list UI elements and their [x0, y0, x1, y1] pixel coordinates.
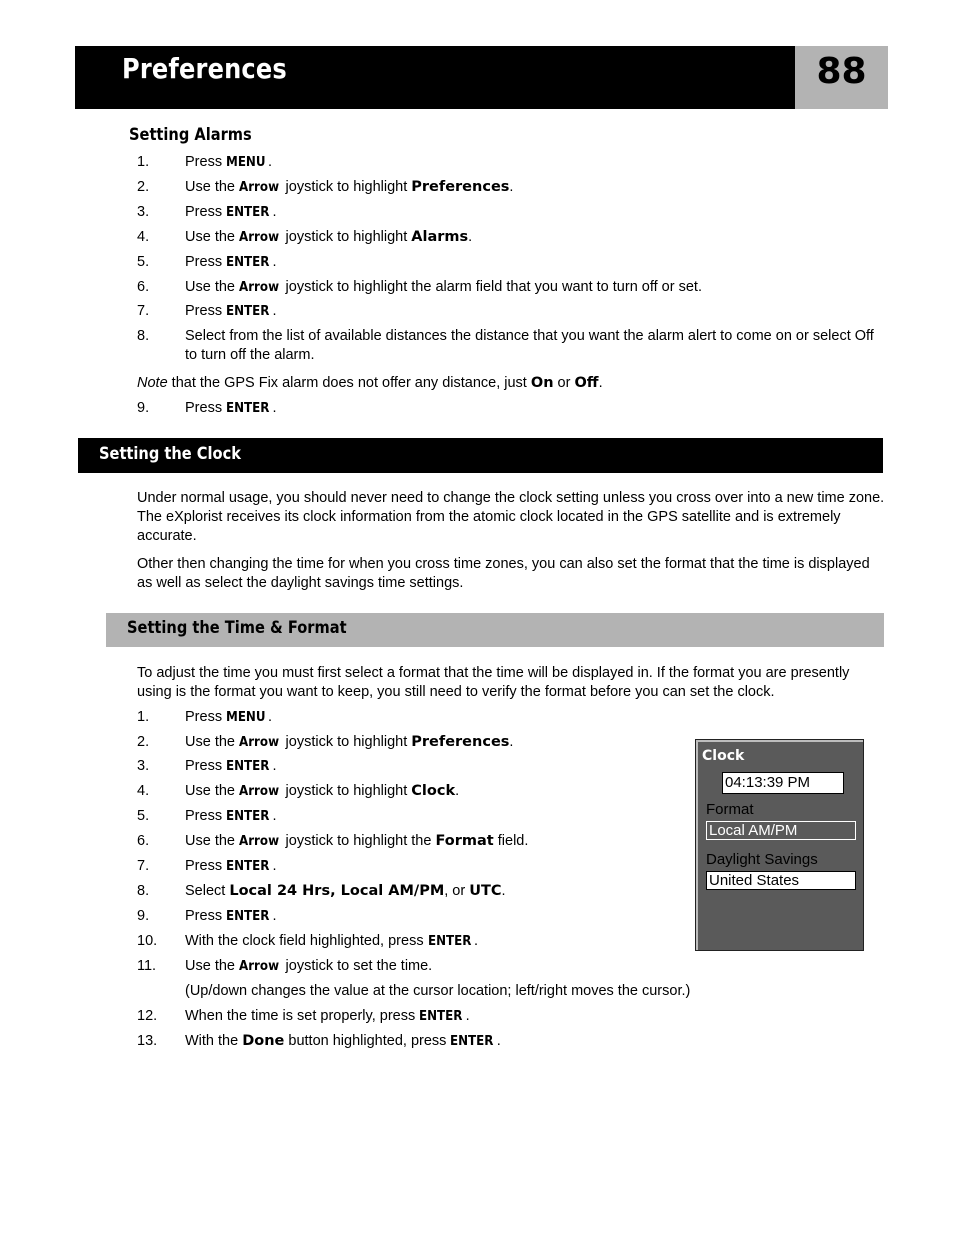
menu-term: Local 24 Hrs, Local AM/PM: [229, 883, 445, 899]
key-name: ENTER: [419, 1008, 463, 1024]
device-time-field[interactable]: 04:13:39 PM: [722, 772, 844, 794]
step-text-run: Press: [185, 709, 227, 725]
step-number: 12.: [137, 1008, 158, 1024]
step-text-run: field.: [493, 833, 529, 849]
step-text-run: Press: [185, 154, 227, 170]
step-number: 4.: [137, 229, 150, 245]
device-format-field[interactable]: Local AM/PM: [706, 821, 856, 840]
step-text-run: Press: [185, 908, 227, 924]
step-number: 6.: [137, 279, 150, 295]
step-text: [185, 327, 885, 365]
step-text-run: Press: [185, 758, 227, 774]
step-number: 3.: [137, 204, 150, 220]
menu-term: Done: [242, 1033, 285, 1049]
step-text-run: .: [272, 858, 277, 874]
setting-clock-bar: [78, 438, 883, 473]
key-name: Arrow: [239, 279, 280, 295]
menu-term: Preferences: [411, 734, 510, 750]
key-name: Arrow: [239, 833, 280, 849]
menu-term: Clock: [411, 783, 456, 799]
step-number: 7.: [137, 303, 150, 319]
step-number: 1.: [137, 154, 150, 170]
key-name: ENTER: [226, 254, 270, 270]
step-text-run: button highlighted, press: [284, 1033, 451, 1049]
step-text-run: .: [468, 229, 473, 245]
key-name: ENTER: [226, 204, 270, 220]
step-text-run: .: [272, 808, 277, 824]
step-text-run: joystick to highlight: [281, 179, 412, 195]
key-name: ENTER: [226, 400, 270, 416]
step-text-run: joystick to highlight the alarm field that you want to turn off or set.: [281, 279, 702, 295]
key-name: MENU: [226, 154, 266, 170]
step-text-run: Use the: [185, 229, 239, 245]
step-text-run: With the clock field highlighted, press: [185, 933, 428, 949]
key-name: ENTER: [226, 858, 270, 874]
time-format-intro: To adjust the time you must first select a format that the time will be displayed in. If the format you are presently using is the format you want to keep, you still need to verify the format before you can set the clock.: [137, 665, 850, 700]
step-text-run: Select: [185, 883, 230, 899]
step-text-run: Press: [185, 303, 227, 319]
key-name: Arrow: [239, 229, 280, 245]
step-number: 3.: [137, 758, 150, 774]
step-text: [185, 1032, 885, 1051]
step-text: [185, 982, 885, 1001]
setting-alarms-heading: Setting Alarms: [129, 125, 252, 145]
step-number: 10.: [137, 933, 158, 949]
step-text-run: .: [455, 783, 460, 799]
key-name: ENTER: [450, 1033, 494, 1049]
step-text: [185, 228, 885, 247]
key-name: MENU: [226, 709, 266, 725]
key-name: Arrow: [239, 958, 280, 974]
device-title: Clock: [702, 748, 745, 764]
key-name: Arrow: [239, 734, 280, 750]
alarm-note: [137, 374, 603, 393]
step-text-run: .: [496, 1033, 501, 1049]
step-text-run: When the time is set properly, press: [185, 1008, 420, 1024]
step-text-run: With the: [185, 1033, 243, 1049]
key-name: ENTER: [226, 908, 270, 924]
step-number: 13.: [137, 1033, 158, 1049]
step-text: [185, 153, 885, 172]
step-number: 1.: [137, 709, 150, 725]
step-text: [185, 278, 885, 297]
step-text-run: .: [272, 400, 277, 416]
note-on: On: [530, 375, 554, 391]
menu-term: Format: [435, 833, 494, 849]
note-text: that the GPS Fix alarm does not offer any distance, just: [167, 375, 531, 391]
note-or: or: [553, 375, 575, 391]
step-text-run: .: [272, 254, 277, 270]
step-text-run: Use the: [185, 783, 239, 799]
step-text: [185, 708, 885, 727]
step-text: [185, 253, 885, 272]
step-text-run: Use the: [185, 833, 239, 849]
step-text: [185, 178, 885, 197]
step-text: [185, 1007, 885, 1026]
step-number: 7.: [137, 858, 150, 874]
step-text-run: .: [268, 154, 273, 170]
key-name: ENTER: [226, 758, 270, 774]
key-name: ENTER: [226, 303, 270, 319]
menu-term: Preferences: [411, 179, 510, 195]
clock-paragraph-1: Under normal usage, you should never need to change the clock setting unless you cross over into a new time zone. The eXplorist receives its clock information from the atomic clock located in the GPS satellite and is extremely accurate.: [137, 490, 885, 544]
step-text: [185, 957, 885, 976]
step-number: 2.: [137, 734, 150, 750]
step-text-run: .: [509, 179, 514, 195]
step-text-run: joystick to set the time.: [281, 958, 433, 974]
step-text-run: .: [268, 709, 273, 725]
step-text-run: .: [272, 758, 277, 774]
step-number: 9.: [137, 908, 150, 924]
step-text-run: .: [509, 734, 514, 750]
step-text-run: joystick to highlight: [281, 734, 412, 750]
step-text: [185, 302, 885, 321]
clock-paragraph-2: Other then changing the time for when you cross time zones, you can also set the format that the time is displayed as well as select the daylight savings time settings.: [137, 556, 870, 591]
step-text-run: joystick to highlight: [281, 229, 412, 245]
key-name: ENTER: [427, 933, 472, 949]
key-name: ENTER: [226, 808, 270, 824]
menu-term: UTC: [469, 883, 502, 899]
step-text-run: Press: [185, 858, 227, 874]
step-text-run: Select from the list of available distances the distance that you want the alarm alert to come on or select Off to turn off the alarm.: [185, 328, 874, 363]
step-text-run: Press: [185, 808, 227, 824]
step-text: [185, 203, 885, 222]
step-number: 6.: [137, 833, 150, 849]
note-off: Off: [574, 375, 599, 391]
step-number: 4.: [137, 783, 150, 799]
setting-clock-heading: Setting the Clock: [99, 444, 241, 464]
step-text-run: Use the: [185, 734, 239, 750]
step-number: 9.: [137, 400, 150, 416]
step-text-run: Press: [185, 204, 227, 220]
step-text-run: .: [272, 303, 277, 319]
device-clock-screen: [695, 739, 864, 951]
step-text-run: Use the: [185, 958, 239, 974]
step-number: 8.: [137, 328, 150, 344]
step-number: 5.: [137, 808, 150, 824]
step-text-run: .: [272, 908, 277, 924]
step-text-run: .: [473, 933, 478, 949]
device-dst-label: Daylight Savings: [706, 851, 818, 868]
step-text-run: .: [501, 883, 506, 899]
key-name: Arrow: [239, 783, 280, 799]
time-format-bar: [106, 613, 884, 647]
note-label: Note: [137, 375, 168, 391]
step-text-run: (Up/down changes the value at the cursor location; left/right moves the cursor.): [185, 983, 691, 999]
step-text-run: , or: [444, 883, 470, 899]
step-text-run: Use the: [185, 179, 239, 195]
step-number: 8.: [137, 883, 150, 899]
step-text-run: joystick to highlight the: [281, 833, 436, 849]
device-dst-field[interactable]: United States: [706, 871, 856, 890]
step-number: 2.: [137, 179, 150, 195]
step-text: [185, 399, 885, 418]
step-number: 11.: [137, 958, 157, 974]
step-text-run: Press: [185, 400, 227, 416]
device-format-label: Format: [706, 801, 754, 818]
step-text-run: .: [272, 204, 277, 220]
step-text-run: .: [465, 1008, 470, 1024]
page-title: Preferences: [122, 52, 287, 85]
page-header-bar: [75, 46, 795, 109]
step-text-run: Use the: [185, 279, 239, 295]
step-text-run: joystick to highlight: [281, 783, 412, 799]
note-end: .: [598, 375, 603, 391]
page-number: 88: [816, 51, 867, 92]
step-number: 5.: [137, 254, 150, 270]
page-number-box: [795, 46, 888, 109]
time-format-heading: Setting the Time & Format: [127, 618, 347, 638]
key-name: Arrow: [239, 179, 280, 195]
step-text-run: Press: [185, 254, 227, 270]
menu-term: Alarms: [411, 229, 469, 245]
